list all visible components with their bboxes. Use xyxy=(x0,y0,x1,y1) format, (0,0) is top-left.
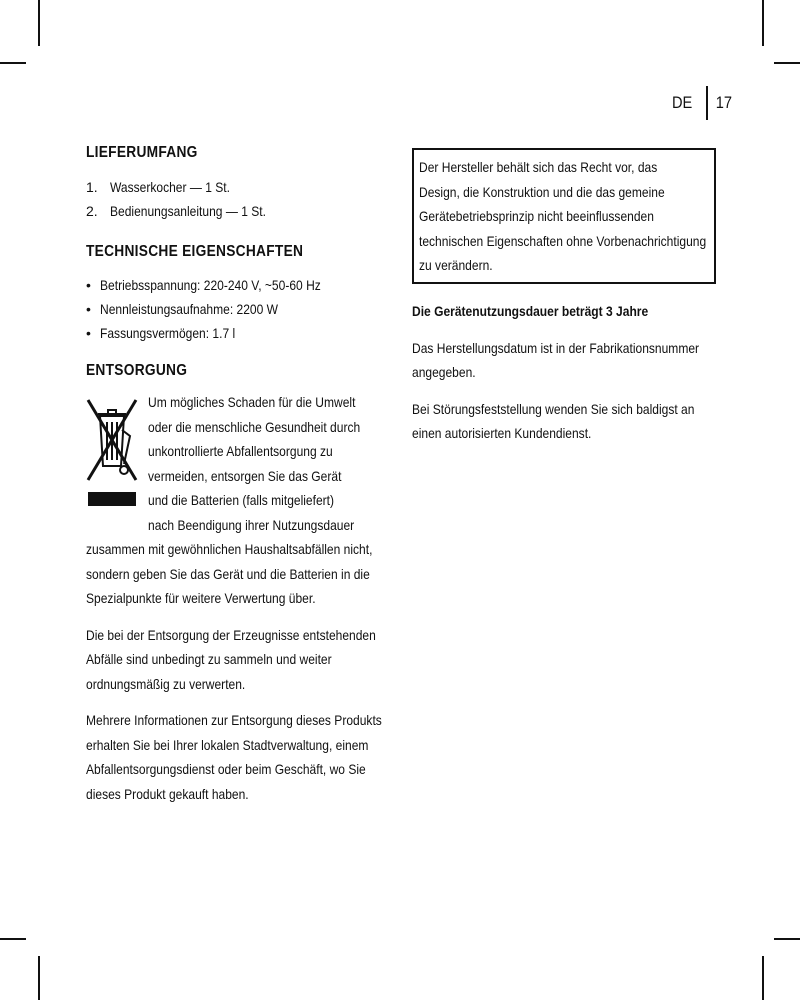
right-column xyxy=(412,148,716,446)
list-item: • Nennleistungsaufnahme: 2200 W xyxy=(86,301,279,317)
crop-mark xyxy=(774,938,800,940)
scope-of-delivery-list xyxy=(86,175,386,223)
crossed-bin-icon xyxy=(86,394,138,510)
language-label: DE xyxy=(672,93,693,112)
section-title-lieferumfang: LIEFERUMFANG xyxy=(86,144,198,161)
page-header xyxy=(672,86,736,120)
disposal-block xyxy=(86,390,386,611)
disposal-paragraph-3: Mehrere Informationen zur Entsorgung dieses Produkts erhalten Sie bei Ihrer lokalen Stadtverwaltung, einem Abfallentsorgungsdienst oder beim Geschäft, wo Sie dieses Produkt gekauft haben. xyxy=(86,712,382,802)
list-item: • Fassungsvermögen: 1.7 l xyxy=(86,325,236,341)
crop-mark xyxy=(38,956,40,1000)
manufacture-date-note: Das Herstellungsdatum ist in der Fabrikationsnummer angegeben. xyxy=(412,339,700,380)
crop-mark xyxy=(762,956,764,1000)
service-note: Bei Störungsfeststellung wenden Sie sich baldigst an einen autorisierten Kundendienst. xyxy=(412,400,695,441)
page-number: 17 xyxy=(715,93,733,112)
specs-list xyxy=(86,273,386,345)
manufacturer-notice-box: Der Hersteller behält sich das Recht vor, das Design, die Konstruktion und die das gemeine Gerätebetriebsprinzip nicht beeinflussenden technischen Eigenschaften ohne Vorbenachrichtigung zu verändern. xyxy=(412,148,716,284)
list-item: 2. Bedienungsanleitung — 1 St. xyxy=(86,203,266,219)
disposal-paragraph-2: Die bei der Entsorgung der Erzeugnisse entstehenden Abfälle sind unbedingt zu sammeln und weiter ordnungsmäßig zu verwerten. xyxy=(86,626,376,692)
left-column xyxy=(86,144,386,806)
crop-mark xyxy=(38,0,40,46)
crop-mark xyxy=(0,62,26,64)
list-item: • Betriebsspannung: 220-240 V, ~50-60 Hz xyxy=(86,277,321,293)
crop-mark xyxy=(762,0,764,46)
section-title-technik: TECHNISCHE EIGENSCHAFTEN xyxy=(86,243,304,260)
disposal-text-full: zusammen mit gewöhnlichen Haushaltsabfällen nicht, sondern geben Sie das Gerät und die Batterien in die Spezialpunkte für weitere Verwertung über. xyxy=(86,541,373,606)
section-title-entsorgung: ENTSORGUNG xyxy=(86,362,188,379)
crop-mark xyxy=(774,62,800,64)
disposal-text-indented: Um mögliches Schaden für die Umwelt oder die menschliche Gesundheit durch unkontrollierte Abfallentsorgung zu vermeiden, entsorgen Sie das Gerät und die Batterien (falls mitgeliefert) nach Beendigung ihrer Nutzungsdauer xyxy=(148,394,361,533)
device-lifetime: Die Gerätenutzungsdauer beträgt 3 Jahre xyxy=(412,302,649,319)
list-item: 1. Wasserkocher — 1 St. xyxy=(86,179,230,195)
crop-mark xyxy=(0,938,26,940)
